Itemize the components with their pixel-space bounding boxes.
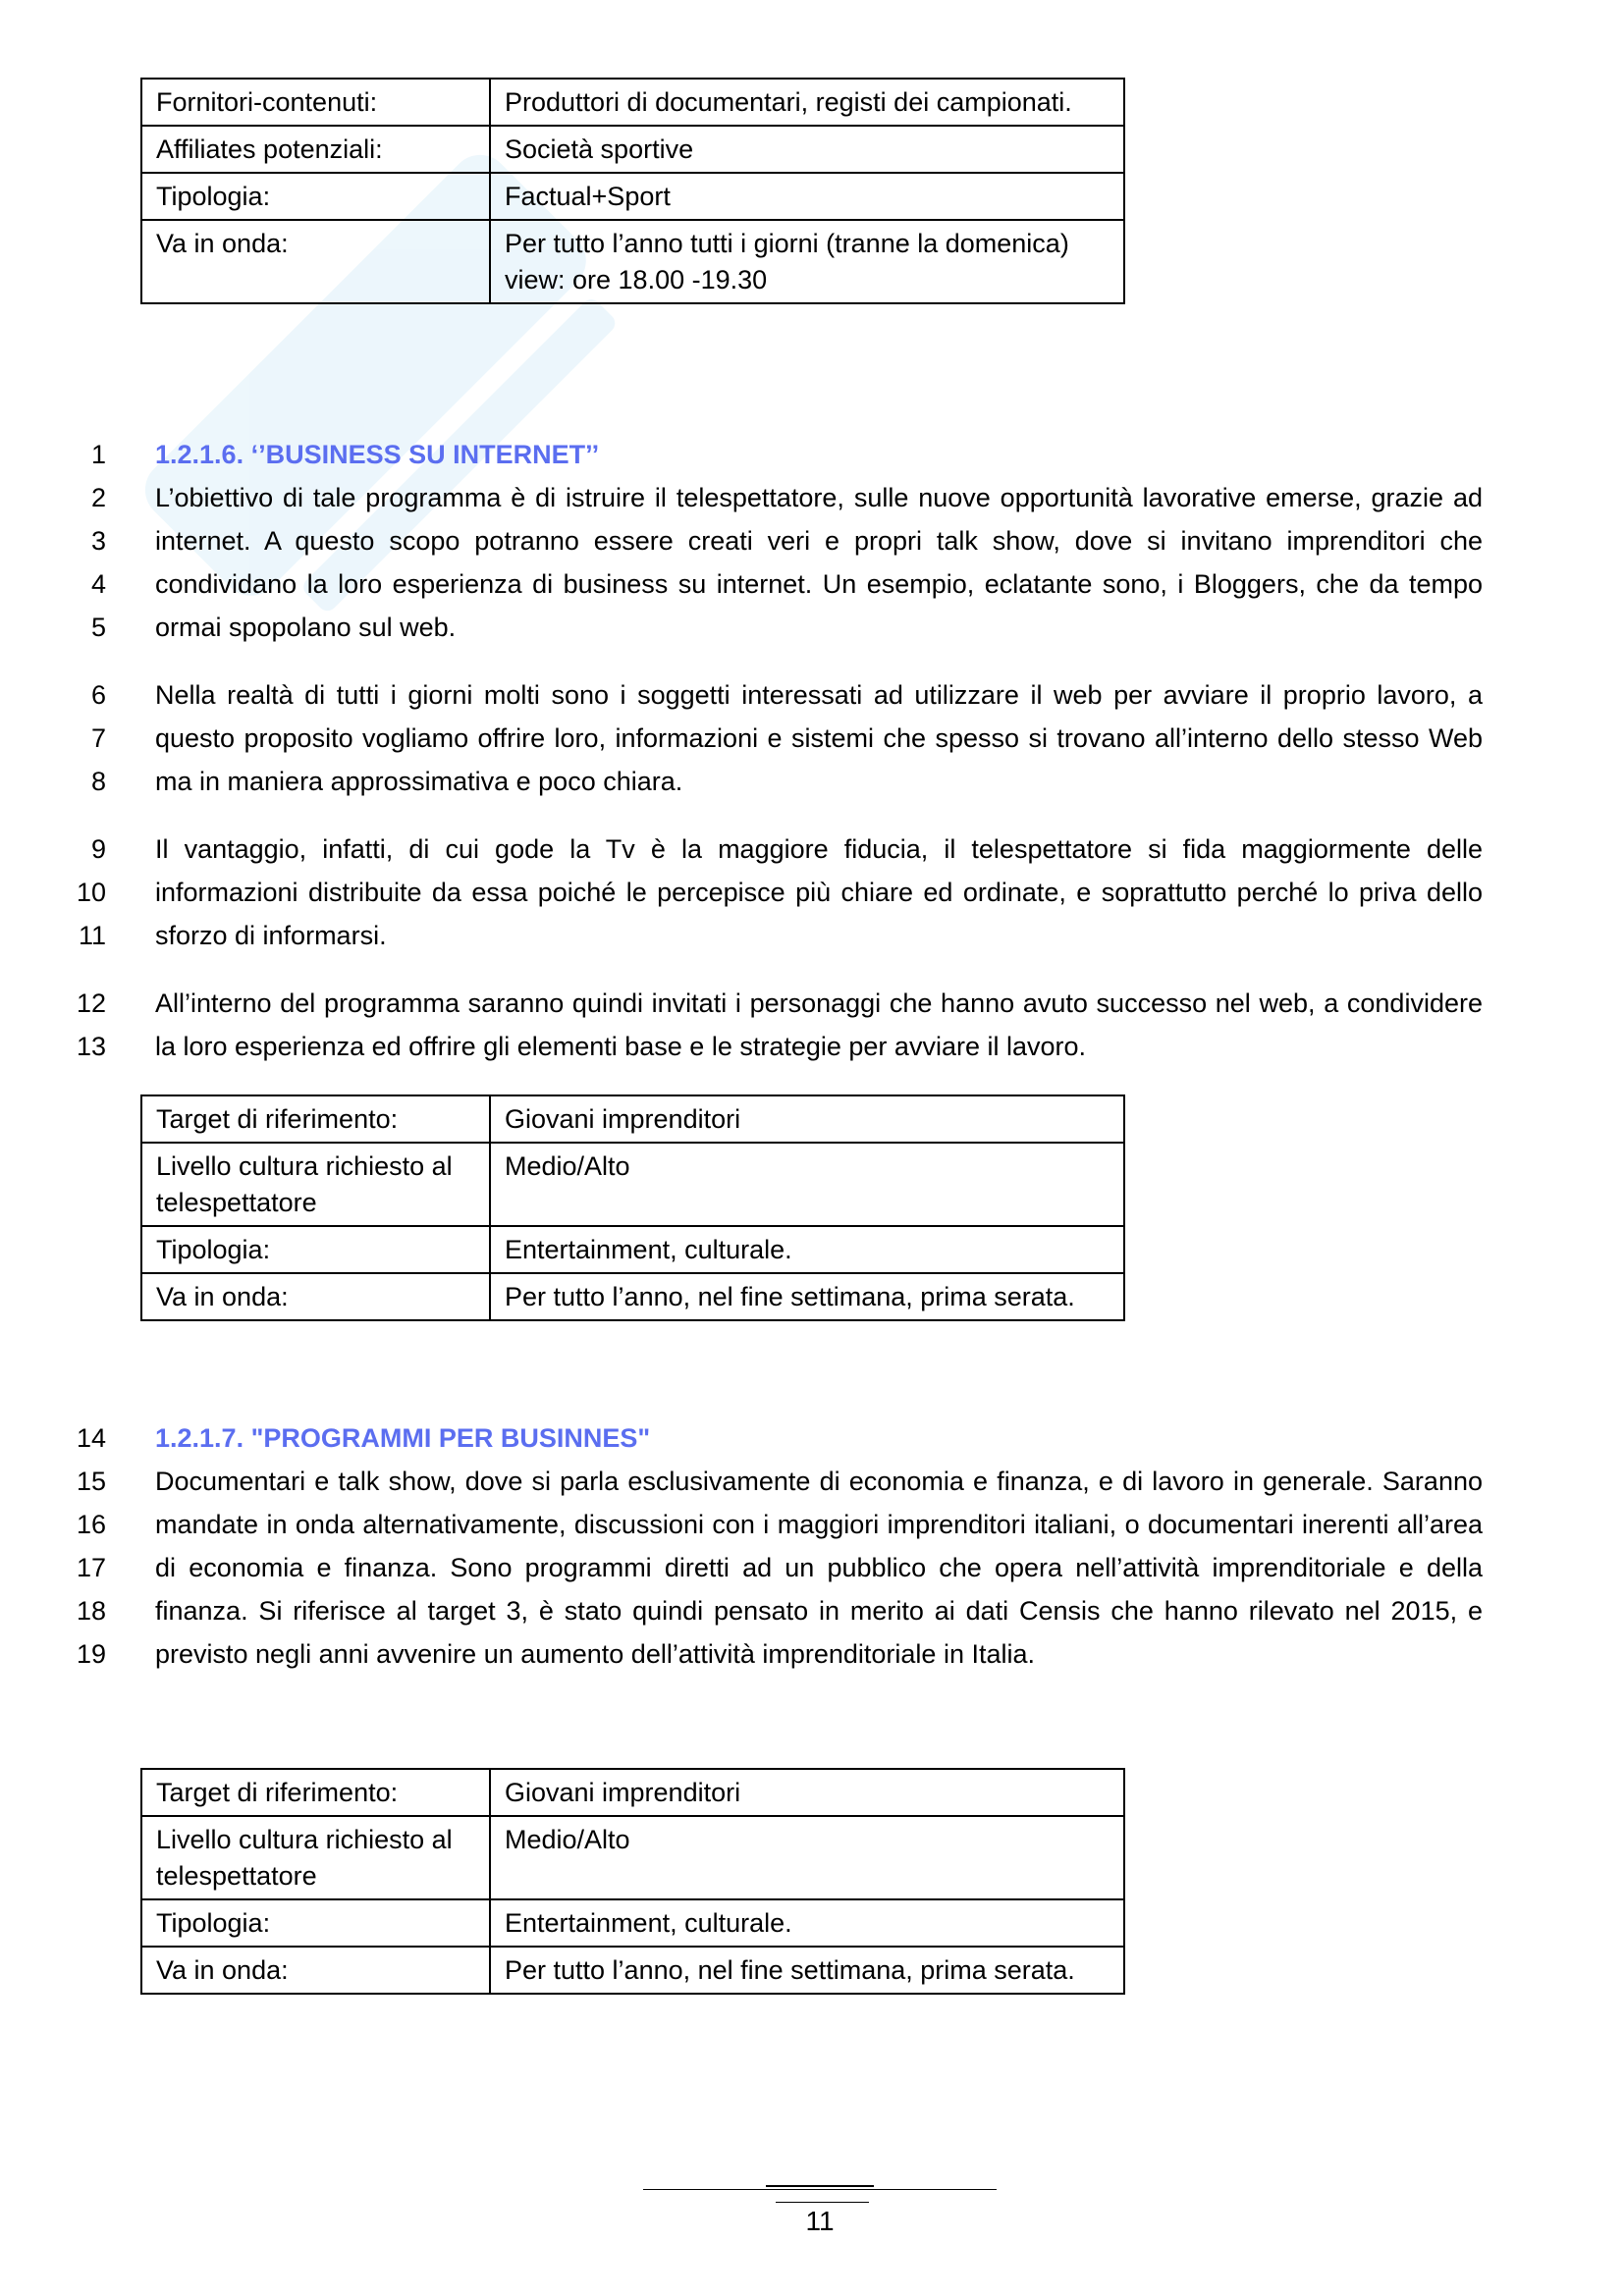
line-number: 7 [90,723,106,753]
table-row [141,79,1124,126]
table-key: Va in onda: [141,1947,490,1994]
line-number: 13 [76,1032,106,1061]
table-key: Target di riferimento: [141,1095,490,1143]
line-number: 3 [90,526,106,556]
info-table-2 [140,1095,1125,1321]
table-value: Per tutto l’anno, nel fine settimana, prima serata. [490,1273,1124,1320]
table-key: Affiliates potenziali: [141,126,490,173]
table-row [141,1273,1124,1320]
table-row [141,220,1124,303]
line-number: 4 [90,569,106,599]
table-value: Giovani imprenditori [490,1095,1124,1143]
table-key: Va in onda: [141,1273,490,1320]
table-value: Entertainment, culturale. [490,1226,1124,1273]
table-row [141,126,1124,173]
table-key: Fornitori-contenuti: [141,79,490,126]
table-value-line: Per tutto l’anno tutti i giorni (tranne la domenica) [505,229,1069,258]
table-value [490,220,1124,303]
table-key: Va in onda: [141,220,490,303]
table-key: Tipologia: [141,1226,490,1273]
table-value: Factual+Sport [490,173,1124,220]
info-table-3 [140,1768,1125,1995]
table-value: Società sportive [490,126,1124,173]
line-number: 9 [90,834,106,864]
table-key: Target di riferimento: [141,1769,490,1816]
paragraph: Documentari e talk show, dove si parla esclusivamente di economia e finanza, e di lavoro in generale. Saranno mandate in onda alternativamente, discussioni con i maggiori imprenditori italiani, o documentari inerenti all’area di economia e finanza. Sono programmi diretti ad un pubblico che opera nell’attività imprenditoriale e della finanza. Si riferisce al target 3, è stato quindi pensato in merito ai dati Censis che hanno rilevato nel 2015, e previsto negli anni avvenire un aumento dell’attività imprenditoriale in Italia. [155,1467,1483,1669]
table-value: Per tutto l’anno, nel fine settimana, prima serata. [490,1947,1124,1994]
line-number: 11 [78,921,106,950]
line-number: 17 [76,1553,106,1582]
table-key: Livello cultura richiesto al telespettatore [141,1143,490,1226]
line-number: 8 [90,767,106,796]
line-number: 1 [90,440,106,469]
page-number: 11 [805,2206,835,2236]
table-row [141,1816,1124,1899]
line-number: 12 [76,988,106,1018]
line-number: 6 [90,680,106,710]
table-value: Entertainment, culturale. [490,1899,1124,1947]
line-number: 18 [76,1596,106,1626]
table-row [141,1769,1124,1816]
paragraph: Nella realtà di tutti i giorni molti sono i soggetti interessati ad utilizzare il web per avviare il proprio lavoro, a questo proposito vogliamo offrire loro, informazioni e sistemi che spesso si trovano all’interno dello stesso Web ma in maniera approssimativa e poco chiara. [155,680,1483,796]
table-value: Produttori di documentari, registi dei campionati. [490,79,1124,126]
section-heading: 1.2.1.7. "PROGRAMMI PER BUSINNES" [155,1423,651,1453]
table-value: Medio/Alto [490,1816,1124,1899]
table-value-line: view: ore 18.00 -19.30 [505,265,768,294]
table-row [141,1947,1124,1994]
paragraph: All’interno del programma saranno quindi invitati i personaggi che hanno avuto successo nel web, a condividere la loro esperienza ed offrire gli elementi base e le strategie per avviare il lavoro. [155,988,1483,1061]
line-number: 19 [76,1639,106,1669]
line-number: 2 [90,483,106,512]
line-number: 15 [76,1467,106,1496]
paragraph: Il vantaggio, infatti, di cui gode la Tv è la maggiore fiducia, il telespettatore si fida maggiormente delle informazioni distribuite da essa poiché le percepisce più chiare ed ordinate, e soprattutto perché lo priva dello sforzo di informarsi. [155,834,1483,950]
table-row [141,1899,1124,1947]
line-number: 5 [90,613,106,642]
table-key: Livello cultura richiesto al telespettatore [141,1816,490,1899]
line-number: 14 [76,1423,106,1453]
info-table-1 [140,78,1125,304]
section-heading: 1.2.1.6. ‘’BUSINESS SU INTERNET’’ [155,440,600,469]
footer-divider [766,2185,874,2187]
table-row [141,1143,1124,1226]
table-key: Tipologia: [141,1899,490,1947]
table-row [141,1226,1124,1273]
footer-divider [643,2189,997,2190]
table-row [141,173,1124,220]
table-value: Giovani imprenditori [490,1769,1124,1816]
table-value: Medio/Alto [490,1143,1124,1226]
paragraph: L’obiettivo di tale programma è di istruire il telespettatore, sulle nuove opportunità lavorative emerse, grazie ad internet. A questo scopo potranno essere creati veri e propri talk show, dove si invitano imprenditori che condividano la loro esperienza di business su internet. Un esempio, eclatante sono, i Bloggers, che da tempo ormai spopolano sul web. [155,483,1483,642]
table-key: Tipologia: [141,173,490,220]
line-number: 10 [76,878,106,907]
table-row [141,1095,1124,1143]
line-number: 16 [76,1510,106,1539]
